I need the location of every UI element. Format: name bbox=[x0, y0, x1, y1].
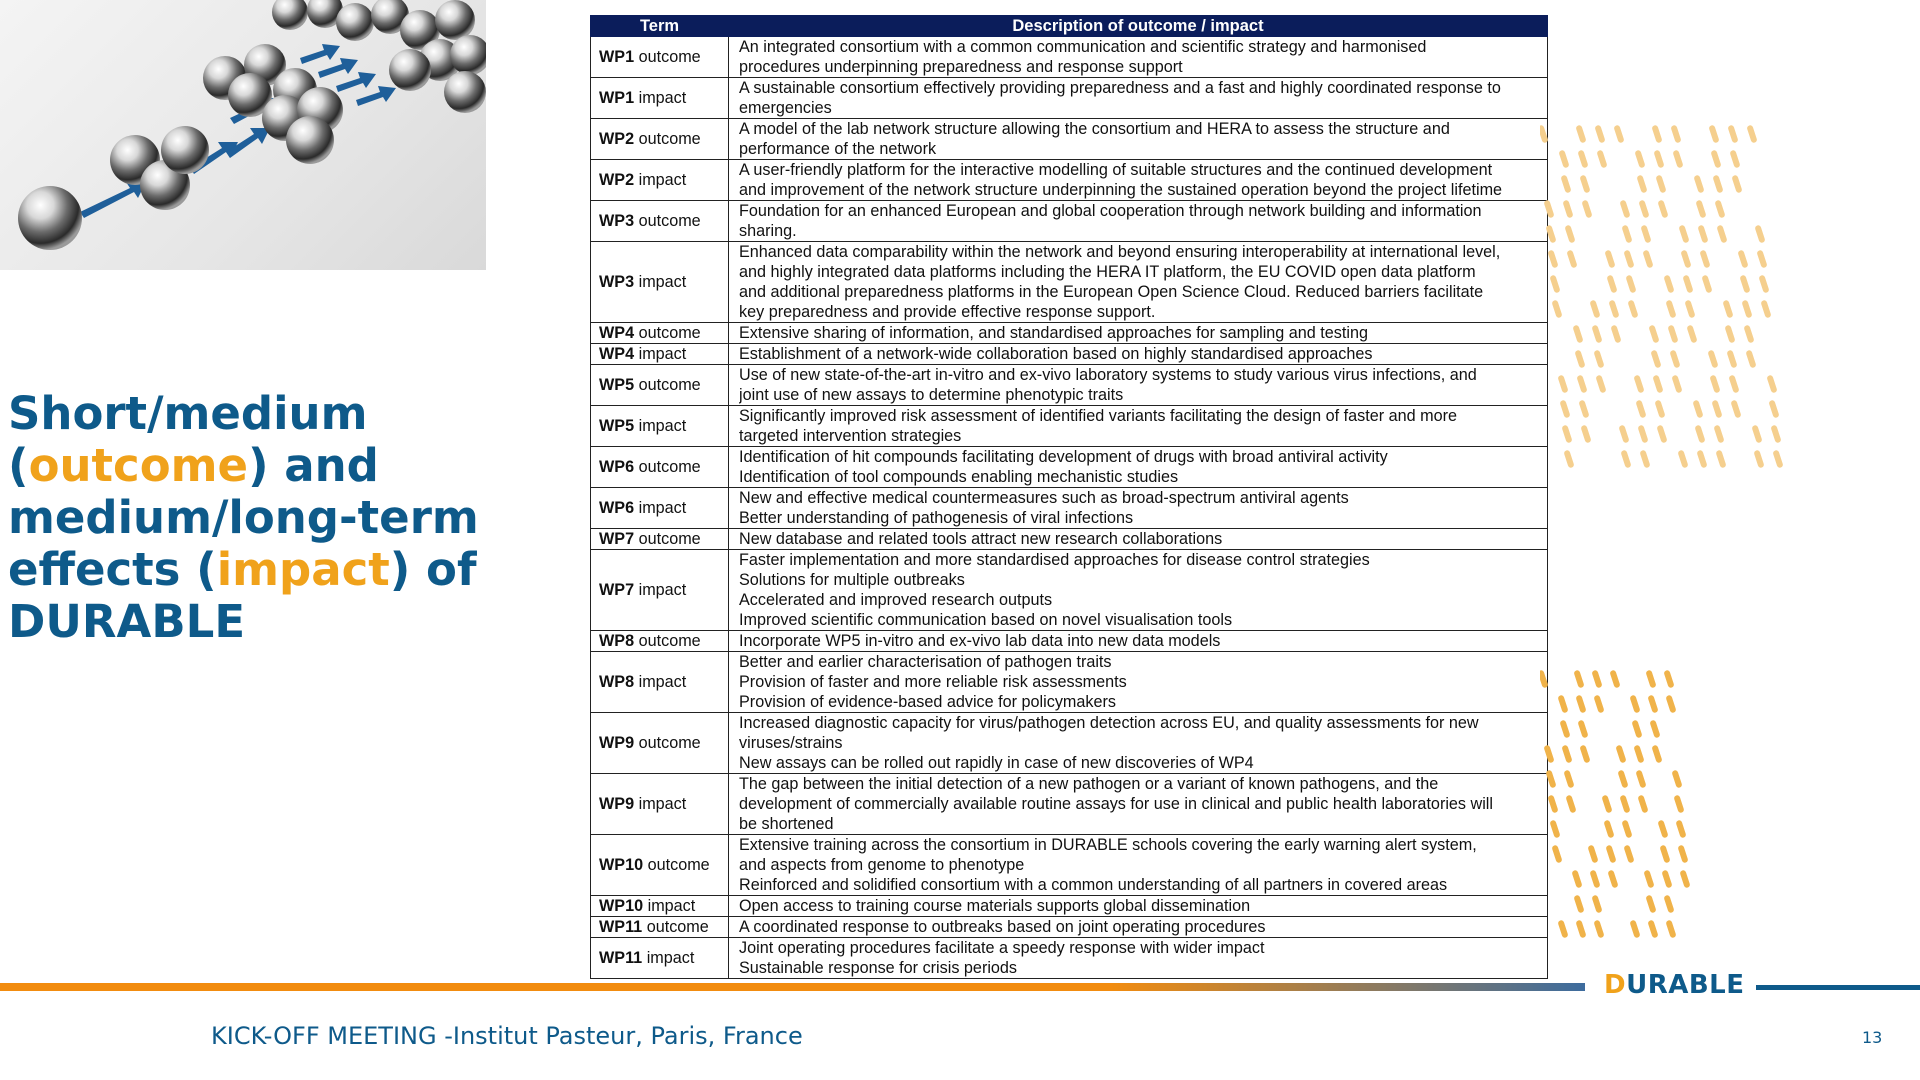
description-line: Identification of hit compounds facilitating development of drugs with broad antiviral activity bbox=[739, 448, 1388, 466]
term-cell bbox=[591, 78, 729, 119]
description-line: Solutions for multiple outbreaks bbox=[739, 571, 965, 589]
description-cell bbox=[729, 160, 1548, 201]
description-cell bbox=[729, 631, 1548, 652]
description-line: Open access to training course materials supports global dissemination bbox=[739, 897, 1251, 915]
term-wp: WP5 bbox=[599, 417, 635, 435]
description-line: Faster implementation and more standardised approaches for disease control strategies bbox=[739, 551, 1370, 569]
description-line: Better and earlier characterisation of pathogen traits bbox=[739, 653, 1112, 671]
term-wp: WP11 bbox=[599, 949, 643, 967]
description-line: Increased diagnostic capacity for virus/pathogen detection across EU, and quality assessments for new bbox=[739, 714, 1479, 732]
footer-accent-bar bbox=[0, 983, 1585, 991]
term-wp: WP1 bbox=[599, 89, 635, 107]
description-line: Use of new state-of-the-art in-vitro and ex-vivo laboratory systems to study various virus infections, and bbox=[739, 366, 1477, 384]
term-kind: outcome bbox=[646, 918, 709, 936]
table-row bbox=[591, 323, 1548, 344]
table-row bbox=[591, 365, 1548, 406]
description-line: emergencies bbox=[739, 99, 832, 117]
table-row bbox=[591, 652, 1548, 713]
term-kind: outcome bbox=[647, 856, 710, 874]
decorative-dots-top bbox=[1540, 125, 1820, 495]
description-line: Reinforced and solidified consortium with a common understanding of all partners in covered areas bbox=[739, 876, 1448, 894]
description-line: and highly integrated data platforms including the HERA IT platform, the EU COVID open data platform bbox=[739, 263, 1476, 281]
term-cell bbox=[591, 242, 729, 323]
term-cell bbox=[591, 529, 729, 550]
description-cell bbox=[729, 488, 1548, 529]
description-cell bbox=[729, 917, 1548, 938]
term-kind: impact bbox=[638, 171, 687, 189]
term-column-header: Term bbox=[591, 16, 729, 37]
description-line: Identification of tool compounds enabling mechanistic studies bbox=[739, 468, 1179, 486]
term-wp: WP10 bbox=[599, 897, 644, 915]
description-cell bbox=[729, 37, 1548, 78]
table-row bbox=[591, 242, 1548, 323]
table-row bbox=[591, 119, 1548, 160]
title-part-2: ) and medium/long-term effects ( bbox=[8, 439, 479, 596]
term-wp: WP9 bbox=[599, 734, 635, 752]
term-kind: outcome bbox=[638, 632, 701, 650]
description-line: Better understanding of pathogenesis of viral infections bbox=[739, 509, 1134, 527]
description-line: New and effective medical countermeasures such as broad-spectrum antiviral agents bbox=[739, 489, 1349, 507]
description-line: Sustainable response for crisis periods bbox=[739, 959, 1018, 977]
description-cell bbox=[729, 652, 1548, 713]
table-row bbox=[591, 201, 1548, 242]
term-wp: WP8 bbox=[599, 673, 635, 691]
term-kind: impact bbox=[638, 273, 687, 291]
table-row bbox=[591, 78, 1548, 119]
term-wp: WP3 bbox=[599, 212, 635, 230]
description-line: targeted intervention strategies bbox=[739, 427, 962, 445]
description-line: Improved scientific communication based on novel visualisation tools bbox=[739, 611, 1233, 629]
term-wp: WP7 bbox=[599, 530, 635, 548]
term-kind: impact bbox=[638, 89, 687, 107]
hero-image bbox=[0, 0, 486, 270]
term-cell bbox=[591, 119, 729, 160]
term-kind: impact bbox=[647, 897, 696, 915]
term-cell bbox=[591, 774, 729, 835]
footer-accent-bar-right bbox=[1756, 985, 1920, 990]
spheres-illustration bbox=[0, 0, 486, 270]
term-kind: outcome bbox=[638, 458, 701, 476]
table-row bbox=[591, 37, 1548, 78]
decorative-dots-bottom bbox=[1540, 670, 1760, 970]
term-cell bbox=[591, 631, 729, 652]
term-wp: WP2 bbox=[599, 171, 635, 189]
table-row bbox=[591, 938, 1548, 979]
description-cell bbox=[729, 201, 1548, 242]
description-line: and aspects from genome to phenotype bbox=[739, 856, 1025, 874]
description-line: Incorporate WP5 in-vitro and ex-vivo lab data into new data models bbox=[739, 632, 1221, 650]
table-row bbox=[591, 488, 1548, 529]
page-number: 13 bbox=[1862, 1028, 1883, 1047]
term-wp: WP3 bbox=[599, 273, 635, 291]
term-cell bbox=[591, 488, 729, 529]
durable-logo bbox=[1604, 970, 1745, 1000]
table-row bbox=[591, 713, 1548, 774]
term-wp: WP6 bbox=[599, 499, 635, 517]
term-cell bbox=[591, 323, 729, 344]
description-line: sharing. bbox=[739, 222, 797, 240]
term-kind: outcome bbox=[638, 212, 701, 230]
term-kind: impact bbox=[638, 499, 687, 517]
description-cell bbox=[729, 713, 1548, 774]
term-wp: WP5 bbox=[599, 376, 635, 394]
description-cell bbox=[729, 938, 1548, 979]
term-cell bbox=[591, 160, 729, 201]
description-line: joint use of new assays to determine phenotypic traits bbox=[739, 386, 1124, 404]
term-wp: WP8 bbox=[599, 632, 635, 650]
term-cell bbox=[591, 896, 729, 917]
description-cell bbox=[729, 344, 1548, 365]
table-row bbox=[591, 160, 1548, 201]
description-line: procedures underpinning preparedness and response support bbox=[739, 58, 1183, 76]
description-line: be shortened bbox=[739, 815, 834, 833]
term-kind: outcome bbox=[638, 530, 701, 548]
term-cell bbox=[591, 344, 729, 365]
description-cell bbox=[729, 774, 1548, 835]
term-wp: WP11 bbox=[599, 918, 643, 936]
term-kind: impact bbox=[638, 795, 687, 813]
table-header-row bbox=[591, 16, 1548, 37]
table-row bbox=[591, 447, 1548, 488]
table-row bbox=[591, 917, 1548, 938]
page-title bbox=[8, 388, 488, 648]
logo-mark: D bbox=[1604, 970, 1627, 1000]
description-line: A user-friendly platform for the interactive modelling of suitable structures and the continued development bbox=[739, 161, 1493, 179]
term-kind: impact bbox=[638, 581, 687, 599]
description-line: New database and related tools attract new research collaborations bbox=[739, 530, 1223, 548]
description-line: A model of the lab network structure allowing the consortium and HERA to assess the structure and bbox=[739, 120, 1450, 138]
description-line: Accelerated and improved research outputs bbox=[739, 591, 1053, 609]
description-line: Extensive sharing of information, and standardised approaches for sampling and testing bbox=[739, 324, 1368, 342]
term-kind: outcome bbox=[638, 734, 701, 752]
table-row bbox=[591, 896, 1548, 917]
term-wp: WP2 bbox=[599, 130, 635, 148]
table-row bbox=[591, 774, 1548, 835]
title-impact-word: impact bbox=[216, 543, 390, 596]
term-wp: WP9 bbox=[599, 795, 635, 813]
term-wp: WP10 bbox=[599, 856, 644, 874]
description-line: performance of the network bbox=[739, 140, 937, 158]
term-kind: impact bbox=[646, 949, 695, 967]
term-cell bbox=[591, 550, 729, 631]
description-cell bbox=[729, 550, 1548, 631]
logo-text: URABLE bbox=[1626, 970, 1745, 1000]
table-row bbox=[591, 550, 1548, 631]
table-row bbox=[591, 835, 1548, 896]
term-cell bbox=[591, 917, 729, 938]
description-cell bbox=[729, 119, 1548, 160]
table-row bbox=[591, 406, 1548, 447]
description-line: Provision of faster and more reliable risk assessments bbox=[739, 673, 1127, 691]
term-cell bbox=[591, 201, 729, 242]
term-kind: outcome bbox=[638, 130, 701, 148]
term-wp: WP6 bbox=[599, 458, 635, 476]
description-line: development of commercially available routine assays for use in clinical and public health laboratories will bbox=[739, 795, 1493, 813]
term-kind: impact bbox=[638, 345, 687, 363]
term-cell bbox=[591, 652, 729, 713]
description-cell bbox=[729, 835, 1548, 896]
description-cell bbox=[729, 896, 1548, 917]
description-line: viruses/strains bbox=[739, 734, 843, 752]
term-cell bbox=[591, 713, 729, 774]
term-kind: impact bbox=[638, 417, 687, 435]
title-part-3: ) of DURABLE bbox=[8, 543, 477, 648]
description-cell bbox=[729, 323, 1548, 344]
description-line: A coordinated response to outbreaks based on joint operating procedures bbox=[739, 918, 1266, 936]
description-line: Foundation for an enhanced European and global cooperation through network building and information bbox=[739, 202, 1482, 220]
description-line: An integrated consortium with a common communication and scientific strategy and harmonised bbox=[739, 38, 1427, 56]
description-cell bbox=[729, 78, 1548, 119]
term-cell bbox=[591, 365, 729, 406]
table-row bbox=[591, 344, 1548, 365]
description-cell bbox=[729, 242, 1548, 323]
description-line: Provision of evidence-based advice for policymakers bbox=[739, 693, 1116, 711]
term-wp: WP7 bbox=[599, 581, 635, 599]
table-body bbox=[591, 37, 1548, 979]
term-wp: WP4 bbox=[599, 345, 635, 363]
title-outcome-word: outcome bbox=[28, 439, 249, 492]
term-kind: outcome bbox=[638, 376, 701, 394]
footer-meeting-text: KICK-OFF MEETING -Institut Pasteur, Paris, France bbox=[211, 1022, 803, 1050]
description-cell bbox=[729, 447, 1548, 488]
description-line: A sustainable consortium effectively providing preparedness and a fast and highly coordinated response to bbox=[739, 79, 1501, 97]
term-cell bbox=[591, 37, 729, 78]
description-column-header: Description of outcome / impact bbox=[729, 16, 1548, 37]
term-kind: outcome bbox=[638, 48, 701, 66]
outcome-impact-table-container bbox=[590, 15, 1548, 979]
title-part-1: Short/medium ( bbox=[8, 387, 368, 492]
table-row bbox=[591, 631, 1548, 652]
description-line: and improvement of the network structure underpinning the sustained operation beyond the project lifetime bbox=[739, 181, 1503, 199]
description-line: Significantly improved risk assessment of identified variants facilitating the design of faster and more bbox=[739, 407, 1457, 425]
term-kind: impact bbox=[638, 673, 687, 691]
term-wp: WP4 bbox=[599, 324, 635, 342]
table-row bbox=[591, 529, 1548, 550]
term-cell bbox=[591, 835, 729, 896]
description-line: New assays can be rolled out rapidly in case of new discoveries of WP4 bbox=[739, 754, 1254, 772]
description-cell bbox=[729, 406, 1548, 447]
description-line: The gap between the initial detection of a new pathogen or a variant of known pathogens, and the bbox=[739, 775, 1439, 793]
term-kind: outcome bbox=[638, 324, 701, 342]
description-line: Enhanced data comparability within the network and beyond ensuring interoperability at international level, bbox=[739, 243, 1501, 261]
description-cell bbox=[729, 365, 1548, 406]
description-line: Joint operating procedures facilitate a speedy response with wider impact bbox=[739, 939, 1265, 957]
description-line: key preparedness and provide effective response support. bbox=[739, 303, 1156, 321]
description-cell bbox=[729, 529, 1548, 550]
outcome-impact-table bbox=[590, 15, 1548, 979]
term-cell bbox=[591, 447, 729, 488]
description-line: Establishment of a network-wide collaboration based on highly standardised approaches bbox=[739, 345, 1373, 363]
description-line: Extensive training across the consortium in DURABLE schools covering the early warning alert system, bbox=[739, 836, 1477, 854]
term-cell bbox=[591, 406, 729, 447]
description-line: and additional preparedness platforms in the European Open Science Cloud. Reduced barriers facilitate bbox=[739, 283, 1484, 301]
term-wp: WP1 bbox=[599, 48, 635, 66]
term-cell bbox=[591, 938, 729, 979]
